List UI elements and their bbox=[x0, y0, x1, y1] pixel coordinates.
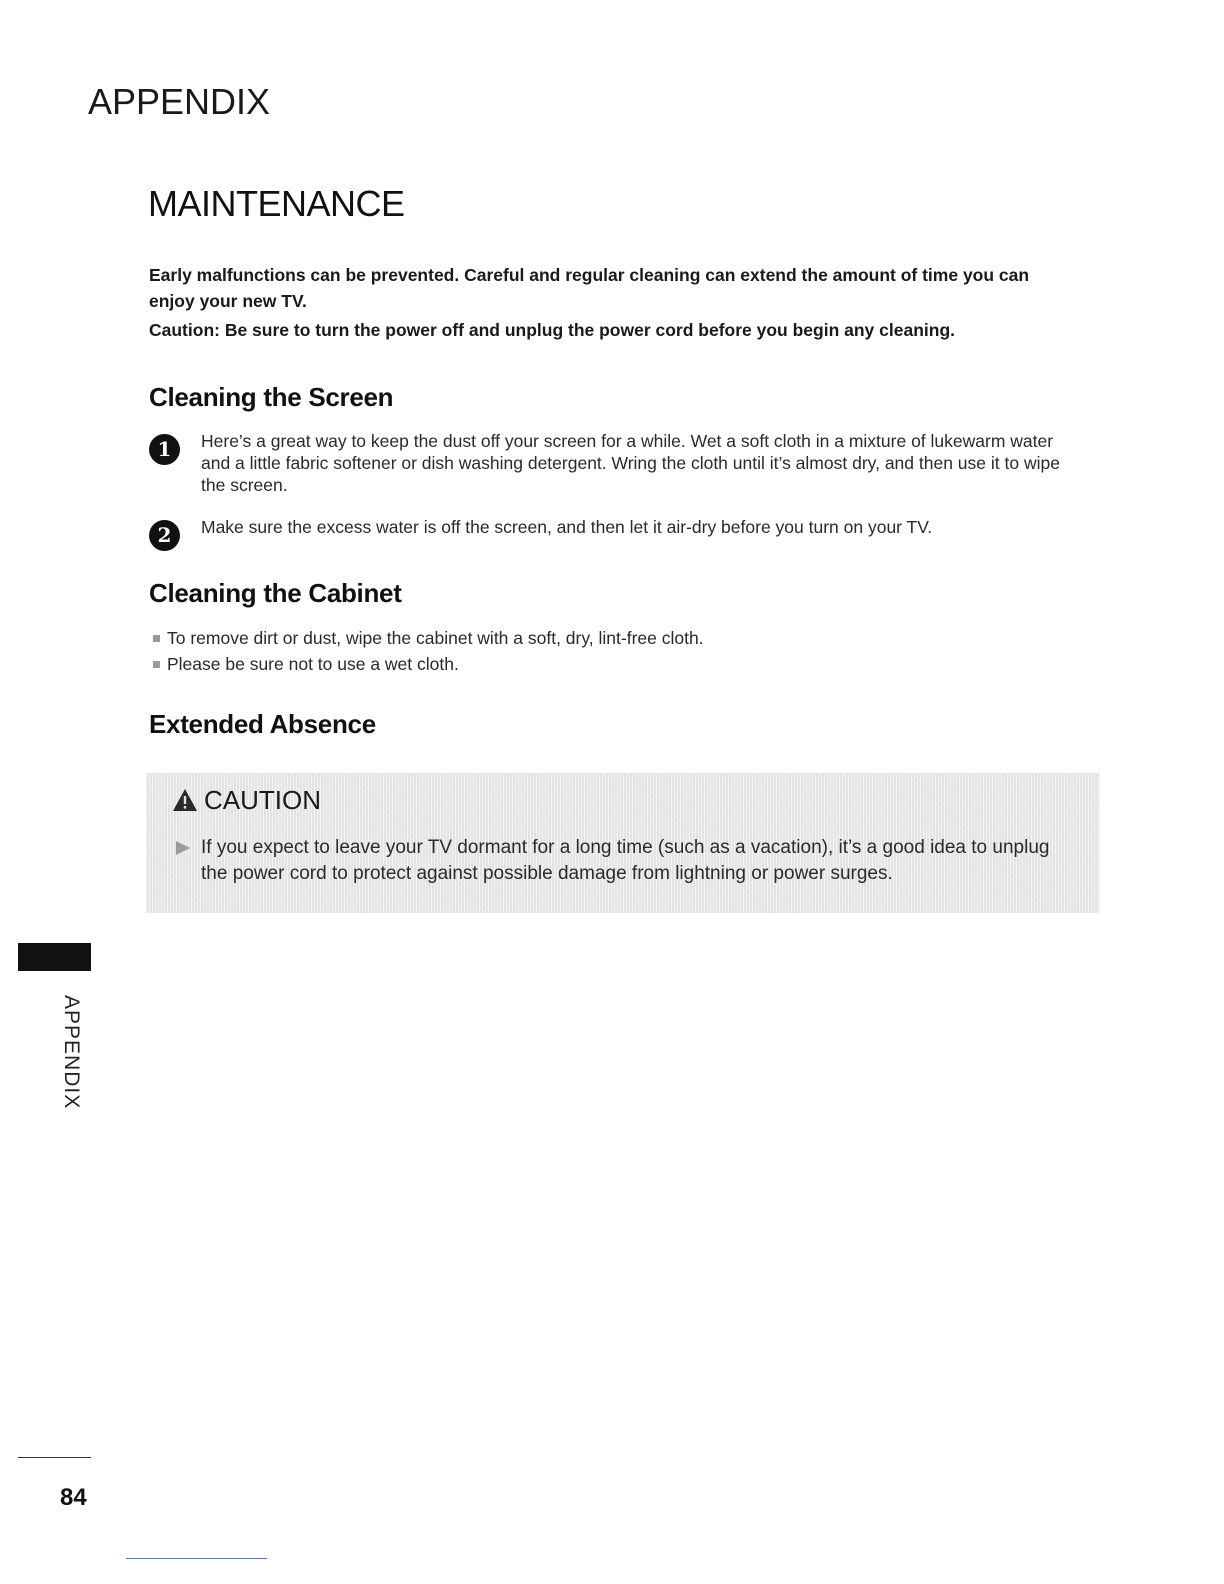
list-item-text: To remove dirt or dust, wipe the cabinet with a soft, dry, lint-free cloth. bbox=[167, 628, 704, 648]
page-title: MAINTENANCE bbox=[148, 183, 405, 224]
chapter-title: APPENDIX bbox=[88, 81, 271, 122]
caution-label: CAUTION bbox=[204, 785, 321, 815]
caution-body bbox=[176, 835, 1066, 887]
square-bullet-icon bbox=[153, 635, 160, 642]
caution-header bbox=[172, 785, 321, 815]
heading-cleaning-cabinet: Cleaning the Cabinet bbox=[149, 578, 402, 608]
square-bullet-icon bbox=[153, 661, 160, 668]
screen-step-2 bbox=[149, 516, 1079, 547]
list-item-text: Please be sure not to use a wet cloth. bbox=[167, 654, 459, 674]
page-number: 84 bbox=[60, 1484, 87, 1511]
list-item bbox=[151, 625, 704, 651]
intro-text: Early malfunctions can be prevented. Careful and regular cleaning can extend the amount of time you can enjoy your new TV. bbox=[149, 265, 1030, 311]
list-item bbox=[151, 651, 704, 677]
step-number-badge: 1 bbox=[149, 434, 180, 465]
intro-block bbox=[149, 262, 1079, 343]
warning-triangle-icon bbox=[172, 788, 198, 812]
caution-box bbox=[146, 773, 1099, 913]
step-number-badge: 2 bbox=[149, 520, 180, 551]
step-text: Make sure the excess water is off the screen, and then let it air-dry before you turn on your TV. bbox=[201, 517, 933, 537]
side-section-label: APPENDIX bbox=[60, 995, 83, 1110]
intro-caution: Caution: Be sure to turn the power off and unplug the power cord before you begin any cleaning. bbox=[149, 320, 956, 340]
screen-step-1 bbox=[149, 430, 1079, 496]
heading-extended-absence: Extended Absence bbox=[149, 709, 376, 739]
arrow-bullet-icon bbox=[176, 841, 190, 855]
heading-cleaning-screen: Cleaning the Screen bbox=[149, 382, 394, 412]
footer-divider bbox=[18, 1457, 91, 1458]
bottom-link-underline bbox=[126, 1558, 267, 1559]
step-text: Here’s a great way to keep the dust off your screen for a while. Wet a soft cloth in a mixture of lukewarm water and a little fabric softener or dish washing detergent. Wring the cloth until it’s almost dry, and then use it to wipe the screen. bbox=[201, 431, 1060, 495]
cabinet-bullet-list bbox=[151, 625, 704, 677]
side-tab-marker bbox=[18, 943, 91, 971]
caution-text: If you expect to leave your TV dormant for a long time (such as a vacation), it’s a good idea to unplug the power cord to protect against possible damage from lightning or power surges. bbox=[201, 837, 1050, 884]
